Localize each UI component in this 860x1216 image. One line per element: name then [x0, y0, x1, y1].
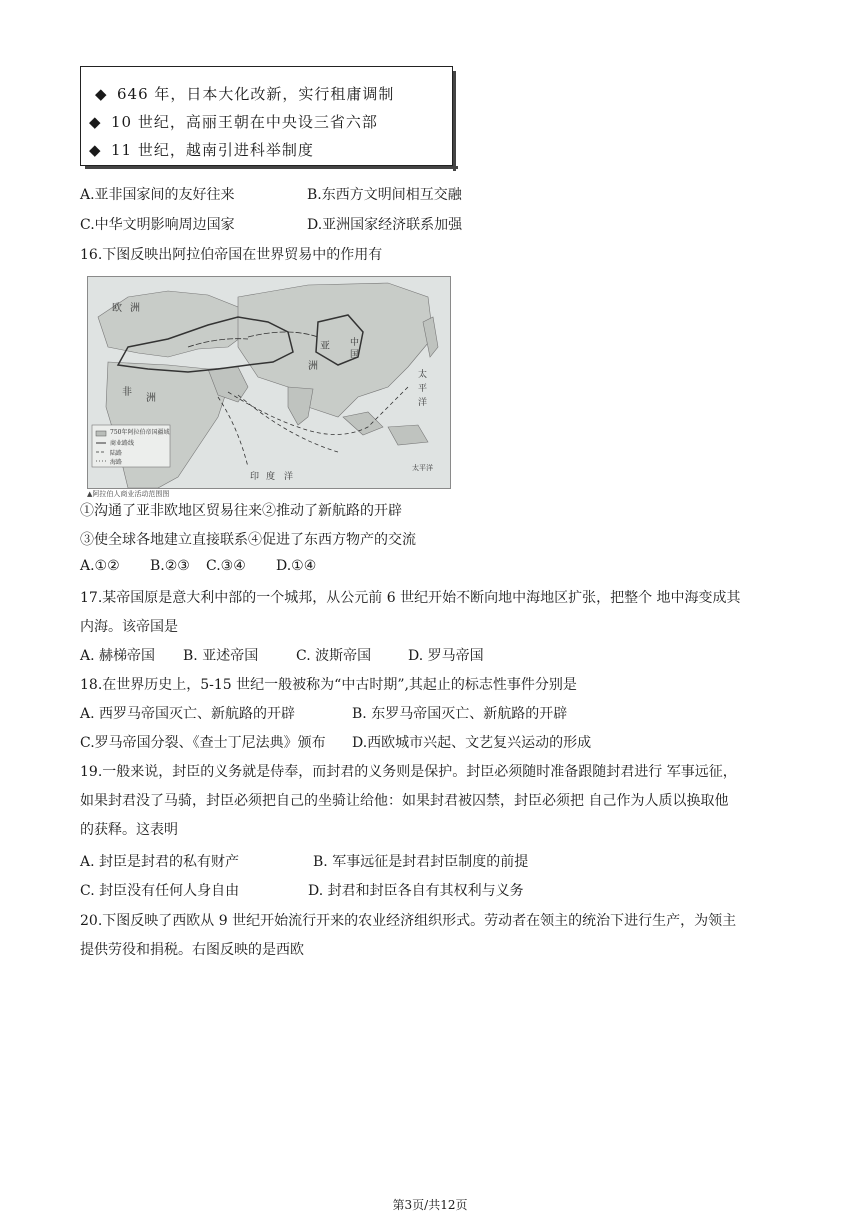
q17-option-a: A. 赫梯帝国 — [80, 648, 156, 664]
q16-option-b: B.②③ — [150, 558, 190, 574]
map-label: 洲 — [308, 361, 318, 372]
diamond-bullet-icon: ◆ — [95, 85, 108, 103]
fact-item: ◆ 11 世纪，越南引进科举制度 — [89, 141, 314, 159]
diamond-bullet-icon: ◆ — [89, 141, 102, 159]
q16-stem: 16.下图反映出阿拉伯帝国在世界贸易中的作用有 — [80, 247, 383, 263]
arab-trade-map — [87, 276, 451, 489]
map-label: 中 — [350, 338, 360, 348]
fact-box — [80, 66, 453, 166]
map-label: 太 — [418, 370, 428, 380]
q15-option-d: D.亚洲国家经济联系加强 — [307, 217, 463, 233]
fact-item: ◆ 10 世纪，高丽王朝在中央设三省六部 — [89, 113, 378, 131]
q19-option-d: D. 封君和封臣各自有其权利与义务 — [308, 883, 524, 899]
fact-item: ◆ 646 年，日本大化改新，实行租庸调制 — [95, 85, 395, 103]
q18-option-b: B. 东罗马帝国灭亡、新航路的开辟 — [352, 706, 568, 722]
map-legend-item: 商业路线 — [110, 440, 135, 447]
map-label: 太平洋 — [412, 464, 433, 472]
q19-option-a: A. 封臣是封君的私有财产 — [80, 854, 240, 870]
map-legend-item: 陆路 — [110, 450, 123, 457]
q15-option-c: C.中华文明影响周边国家 — [80, 217, 235, 233]
map-caption: ▲阿拉伯人商业活动范围图 — [87, 490, 170, 498]
q19-stem-line: 19.一般来说，封臣的义务就是侍奉，而封君的义务则是保护。封臣必须随时准备跟随封君进行 军事远征， — [80, 764, 737, 780]
q17-stem-line: 内海。该帝国是 — [80, 619, 178, 635]
q20-stem-line: 提供劳役和捐税。右图反映的是西欧 — [80, 942, 304, 958]
map-label: 度 — [266, 472, 276, 482]
q16-option-a: A.①② — [80, 558, 120, 574]
q18-option-d: D.西欧城市兴起、文艺复兴运动的形成 — [352, 735, 592, 751]
q16-option-c: C.③④ — [206, 558, 246, 574]
map-label: 亚 — [320, 341, 330, 352]
map-label: 洲 — [146, 393, 156, 404]
map-label: 洋 — [284, 472, 294, 482]
map-label: 平 — [418, 384, 428, 394]
q16-option-d: D.①④ — [276, 558, 317, 574]
map-legend-item: 750年阿拉伯帝国疆域 — [110, 429, 170, 436]
q17-stem-line: 17.某帝国原是意大利中部的一个城邦，从公元前 6 世纪开始不断向地中海地区扩张，把整个 地中海变成其 — [80, 590, 741, 606]
q20-stem-line: 20.下图反映了西欧从 9 世纪开始流行开来的农业经济组织形式。劳动者在领主的统治下进行生产，为领主 — [80, 913, 737, 929]
q17-option-b: B. 亚述帝国 — [183, 648, 259, 664]
q17-option-c: C. 波斯帝国 — [296, 648, 372, 664]
map-label: 国 — [350, 350, 360, 360]
q15-option-a: A.亚非国家间的友好往来 — [80, 187, 235, 203]
box-shadow — [85, 166, 458, 169]
q19-stem-line: 如果封君没了马骑，封臣必须把自己的坐骑让给他：如果封君被囚禁，封臣必须把 自己作为人质以换取他 — [80, 793, 729, 809]
q19-option-c: C. 封臣没有任何人身自由 — [80, 883, 240, 899]
map-label: 欧 — [112, 303, 122, 314]
q16-statements-line: ③使全球各地建立直接联系④促进了东西方物产的交流 — [80, 532, 416, 548]
map-legend-item: 海路 — [110, 459, 123, 466]
q16-statements-line: ①沟通了亚非欧地区贸易往来②推动了新航路的开辟 — [80, 503, 402, 519]
q18-stem: 18.在世界历史上，5-15 世纪一般被称为“中古时期”,其起止的标志性事件分别是 — [80, 677, 577, 693]
map-label: 洋 — [418, 398, 428, 408]
q19-stem-line: 的获释。这表明 — [80, 822, 178, 838]
q18-option-c: C.罗马帝国分裂、《查士丁尼法典》颁布 — [80, 735, 326, 751]
q18-option-a: A. 西罗马帝国灭亡、新航路的开辟 — [80, 706, 296, 722]
diamond-bullet-icon: ◆ — [89, 113, 102, 131]
page-number: 第3页/共12页 — [392, 1198, 468, 1212]
q15-option-b: B.东西方文明间相互交融 — [307, 187, 462, 203]
q17-option-d: D. 罗马帝国 — [408, 648, 484, 664]
box-shadow — [453, 71, 456, 171]
map-drawing — [88, 277, 450, 488]
q19-option-b: B. 军事远征是封君封臣制度的前提 — [313, 854, 529, 870]
map-label: 洲 — [130, 303, 140, 314]
map-label: 非 — [122, 387, 132, 398]
map-label: 印 — [250, 472, 260, 482]
